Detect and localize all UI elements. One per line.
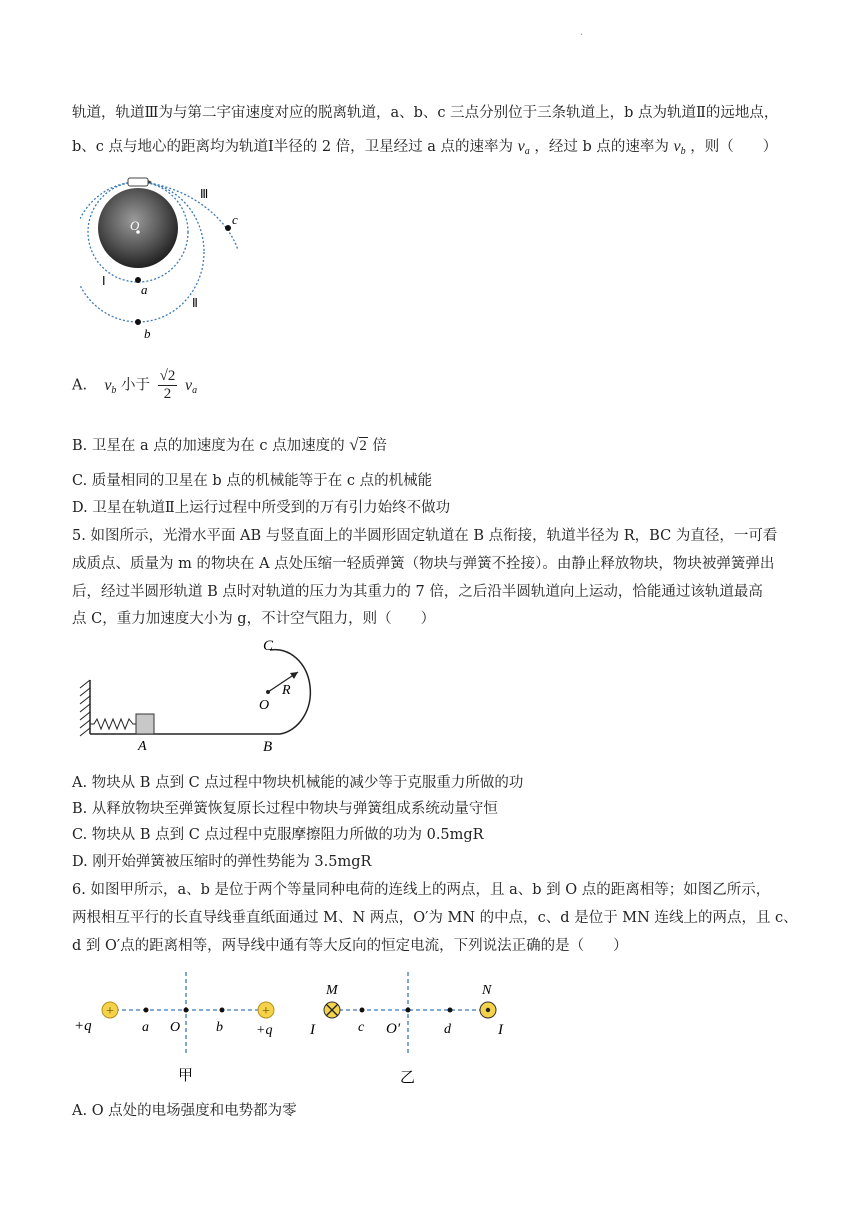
q4-option-a bbox=[72, 368, 197, 403]
label-yi: 乙 bbox=[400, 1070, 416, 1086]
label-III: Ⅲ bbox=[200, 187, 209, 201]
q5-option-b: B. 从释放物块至弹簧恢复原长过程中物块与弹簧组成系统动量守恒 bbox=[72, 801, 498, 817]
q5-option-d: D. 刚开始弹簧被压缩时的弹性势能为 3.5mgR bbox=[72, 854, 372, 870]
point-b bbox=[220, 1008, 225, 1013]
q4-line-2-c: ，则（ ） bbox=[690, 139, 778, 155]
point-O-prime bbox=[406, 1008, 411, 1013]
sqrt2-over-2 bbox=[158, 368, 178, 403]
label-B: B bbox=[263, 739, 273, 755]
q6-line-3: d 到 O′点的距离相等，两导线中通有等大反向的恒定电流，下列说法正确的是（ ） bbox=[72, 938, 628, 954]
q4-line-1: 轨道，轨道Ⅲ为与第二宇宙速度对应的脱离轨道，a、b、c 三点分别位于三条轨道上，b 点为轨道Ⅱ的远地点， bbox=[72, 105, 779, 121]
label-c: c bbox=[232, 212, 238, 227]
orbit-figure bbox=[80, 172, 270, 352]
q6-line-1: 6. 如图甲所示，a、b 是位于两个等量同种电荷的连线上的两点，且 a、b 到 O 点的距离相等；如图乙所示， bbox=[72, 882, 771, 898]
q4-optA-prefix: A. bbox=[72, 377, 88, 394]
q6-option-a: A. O 点处的电场强度和电势都为零 bbox=[72, 1103, 297, 1119]
label-O: O bbox=[130, 218, 140, 233]
label-b: b bbox=[144, 326, 151, 341]
va-symbol-a bbox=[185, 377, 197, 394]
label-plus-q-right: +q bbox=[256, 1023, 273, 1038]
label-O: O bbox=[259, 698, 270, 713]
q6-line-2: 两根相互平行的长直导线垂直纸面通过 M、N 两点，O′为 MN 的中点，c、d 是位于 MN 连线上的两点，且 c、 bbox=[72, 910, 798, 926]
plus-sign-right: + bbox=[262, 1004, 270, 1019]
point-c bbox=[225, 225, 231, 231]
point-O bbox=[184, 1008, 189, 1013]
label-A: A bbox=[138, 739, 147, 754]
label-a: a bbox=[141, 282, 148, 297]
label-O-prime: O′ bbox=[386, 1021, 401, 1037]
point-d bbox=[448, 1008, 453, 1013]
label-b: b bbox=[216, 1020, 223, 1035]
v-letter: v bbox=[517, 138, 525, 155]
label-d: d bbox=[444, 1022, 451, 1037]
q4-line-2-a: b、c 点与地心的距离均为轨道Ⅰ半径的 2 倍，卫星经过 a 点的速率为 bbox=[72, 139, 514, 155]
label-R: R bbox=[282, 683, 291, 698]
point-a bbox=[144, 1008, 149, 1013]
satellite-icon bbox=[128, 178, 148, 186]
label-M: M bbox=[326, 983, 338, 998]
header-mark: · bbox=[580, 30, 584, 41]
point-c bbox=[360, 1008, 365, 1013]
v-letter: v bbox=[184, 376, 193, 394]
label-I-right: I bbox=[498, 1022, 503, 1038]
label-I-left: I bbox=[310, 1022, 315, 1038]
frac-numerator: √2 bbox=[159, 368, 176, 384]
track-figure bbox=[70, 632, 330, 762]
q4-optA-mid: 小于 bbox=[121, 377, 151, 394]
q4-line-2 bbox=[72, 135, 777, 157]
radicand: 2 bbox=[359, 438, 367, 454]
q4-option-c: C. 质量相同的卫星在 b 点的机械能等于在 c 点的机械能 bbox=[72, 473, 433, 489]
block bbox=[136, 714, 154, 734]
q5-option-a: A. 物块从 B 点到 C 点过程中物块机械能的减少等于克服重力所做的功 bbox=[72, 775, 524, 791]
charges-wires-figure bbox=[70, 960, 530, 1090]
point-b bbox=[135, 319, 141, 325]
q5-line-4: 点 C，重力加速度大小为 g，不计空气阻力，则（ ） bbox=[72, 611, 436, 627]
radical-sign: √ bbox=[349, 435, 359, 454]
v-letter: v bbox=[673, 138, 681, 155]
sub-a: a bbox=[192, 384, 198, 396]
q4-option-b bbox=[72, 434, 387, 455]
sub-b: b bbox=[111, 384, 117, 396]
sub-a: a bbox=[524, 146, 530, 157]
vb-symbol bbox=[673, 138, 685, 155]
sqrt-2 bbox=[349, 435, 368, 455]
frac-denominator: 2 bbox=[163, 386, 172, 402]
q5-option-c: C. 物块从 B 点到 C 点过程中克服摩擦阻力所做的功为 0.5mgR bbox=[72, 827, 484, 843]
q4-optB-post: 倍 bbox=[372, 438, 387, 454]
vb-symbol-a bbox=[104, 377, 116, 394]
sub-b: b bbox=[680, 146, 686, 157]
label-c: c bbox=[358, 1020, 365, 1035]
label-a: a bbox=[142, 1020, 149, 1035]
label-N: N bbox=[482, 983, 492, 998]
plus-sign-left: + bbox=[106, 1004, 114, 1019]
va-symbol bbox=[518, 138, 530, 155]
label-plus-q-left: +q bbox=[74, 1018, 92, 1034]
q4-option-d: D. 卫星在轨道Ⅱ上运行过程中所受到的万有引力始终不做功 bbox=[72, 500, 451, 516]
q5-line-1: 5. 如图所示，光滑水平面 AB 与竖直面上的半圆形固定轨道在 B 点衔接，轨道半径为 R，BC 为直径，一可看 bbox=[72, 528, 778, 544]
label-O: O bbox=[170, 1020, 181, 1035]
label-C: C bbox=[263, 638, 274, 654]
q4-optB-pre: B. 卫星在 a 点的加速度为在 c 点加速度的 bbox=[72, 438, 345, 454]
v-letter: v bbox=[104, 376, 112, 394]
q5-line-3: 后，经过半圆形轨道 B 点时对轨道的压力为其重力的 7 倍，之后沿半圆轨道向上运动，恰能通过该轨道最高 bbox=[72, 584, 763, 600]
q5-line-2: 成质点、质量为 m 的物块在 A 点处压缩一轻质弹簧（物块与弹簧不拴接）。由静止释放物块，物块被弹簧弹出 bbox=[72, 556, 775, 572]
spring bbox=[90, 719, 136, 729]
label-II: Ⅱ bbox=[192, 296, 198, 310]
label-jia: 甲 bbox=[178, 1068, 194, 1084]
q4-line-2-b: ，经过 b 点的速率为 bbox=[534, 139, 669, 155]
label-I: Ⅰ bbox=[102, 274, 106, 288]
